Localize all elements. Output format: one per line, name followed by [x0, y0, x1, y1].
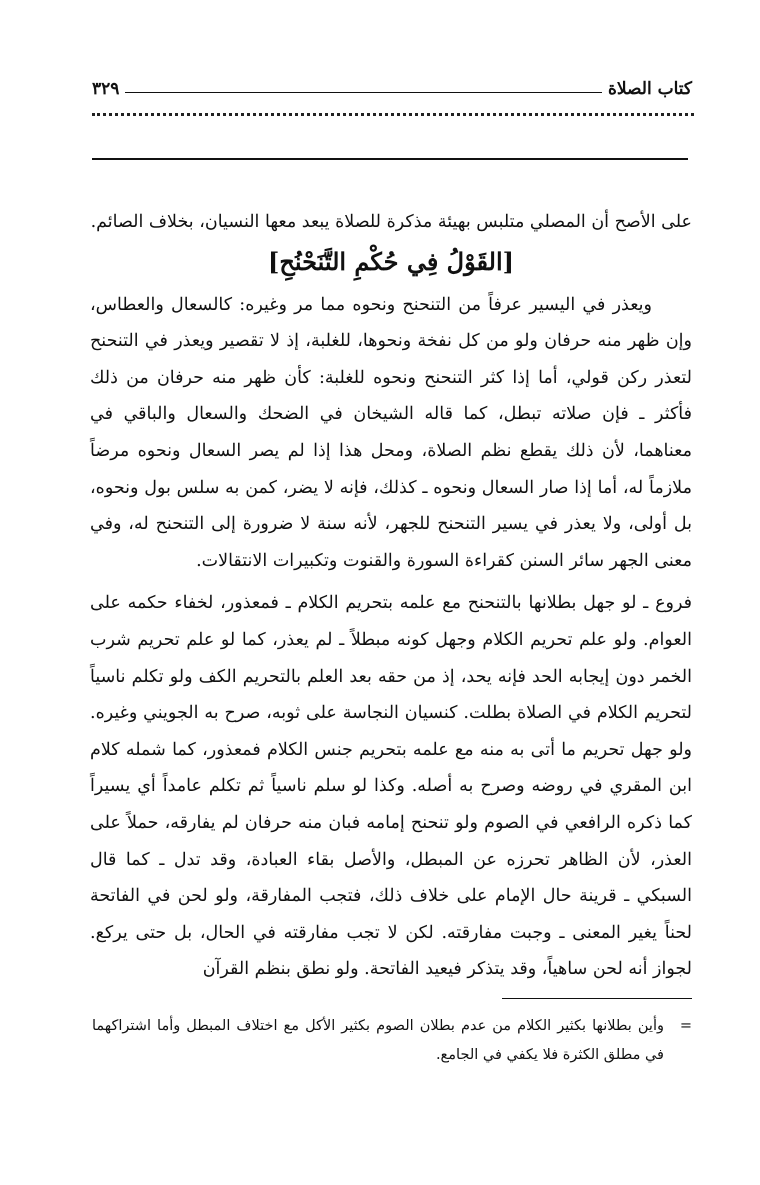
- paragraph: ويعذر في اليسير عرفاً من التنحنح ونحوه مما مر وغيره: كالسعال والعطاس، وإن ظهر منه حرفان ولو من كل نفخة ونحوها، للغلبة، إذ لا تقصير ويعذر في التنحنح لتعذر ركن قولي، أما إذا كثر التنحنح ونحوه للغلبة: كأن ظهر منه حرفان من ذلك فأكثر ـ فإن صلاته تبطل، كما قاله الشيخان في الضحك والسعال والباقي في معناهما، لأن ذلك يقطع نظم الصلاة، ومحل هذا إذا لم يصر السعال ونحوه مرضاً ملازماً له، أما إذا صار السعال ونحوه ـ كذلك، فإنه لا يضر، كمن به سلس بول ونحوه، بل أولى، ولا يعذر في يسير التنحنح للجهر، لأنه سنة لا ضرورة إلى التنحنح له، وفي معنى الجهر سائر السنن كقراءة السورة والقنوت وتكبيرات الانتقالات.: [90, 294, 692, 571]
- header-rule: [125, 92, 602, 93]
- section-heading: [القَوْلُ فِي حُكْمِ التَّنَحْنُحِ]: [268, 246, 514, 276]
- dotted-separator: [92, 113, 694, 116]
- footnote-text: وأين بطلانها بكثير الكلام من عدم بطلان الصوم بكثير الأكل مع اختلاف المبطل وأما اشتراكهما في مطلق الكثرة فلا يكفي في الجامع.: [92, 1018, 664, 1063]
- footnote: [92, 1012, 692, 1070]
- main-text: [90, 204, 692, 988]
- solid-separator: [92, 158, 688, 160]
- footnote-rule: [502, 998, 692, 999]
- footnotes: [92, 1012, 692, 1070]
- running-header: [92, 74, 692, 104]
- chapter-title: كتاب الصلاة: [607, 79, 692, 99]
- continuation-paragraph: على الأصح أن المصلي متلبس بهيئة مذكرة للصلاة يبعد معها النسيان، بخلاف الصائم.: [90, 212, 692, 232]
- footnote-mark: =: [679, 1018, 692, 1034]
- page-number: ٣٢٩: [92, 79, 120, 99]
- paragraph: فروع ـ لو جهل بطلانها بالتنحنح مع علمه بتحريم الكلام ـ فمعذور، لخفاء حكمه على العوام. ولو علم تحريم الكلام وجهل كونه مبطلاً ـ لم يعذر، كما لو علم تحريم شرب الخمر دون إيجابه الحد فإنه يحد، إذ من حقه بعد العلم بالتحريم الكف ولو تكلم ناسياً لتحريم الكلام في الصلاة بطلت. كنسيان النجاسة على ثوبه، صرح به الجويني وغيره. ولو جهل تحريم ما أتى به منه مع علمه بتحريم جنس الكلام فمعذور، كما شمله كلام ابن المقري في روضه وصرح به أصله. وكذا لو سلم ناسياً ثم تكلم عامداً أي يسيراً كما ذكره الرافعي في الصوم ولو تنحنح إمامه فبان منه حرفان لم يفارقه، حملاً على العذر، لأن الظاهر تحرزه عن المبطل، والأصل بقاء العبادة، وقد تدل ـ كما قال السبكي ـ قرينة حال الإمام على خلاف ذلك، فتجب المفارقة، ولو لحن في الفاتحة لحناً يغير المعنى ـ وجبت مفارقته. لكن لا تجب مفارقته في الحال، بل حتى يركع. لجواز أنه لحن ساهياً، وقد يتذكر فيعيد الفاتحة. ولو نطق بنظم القرآن: [90, 593, 692, 980]
